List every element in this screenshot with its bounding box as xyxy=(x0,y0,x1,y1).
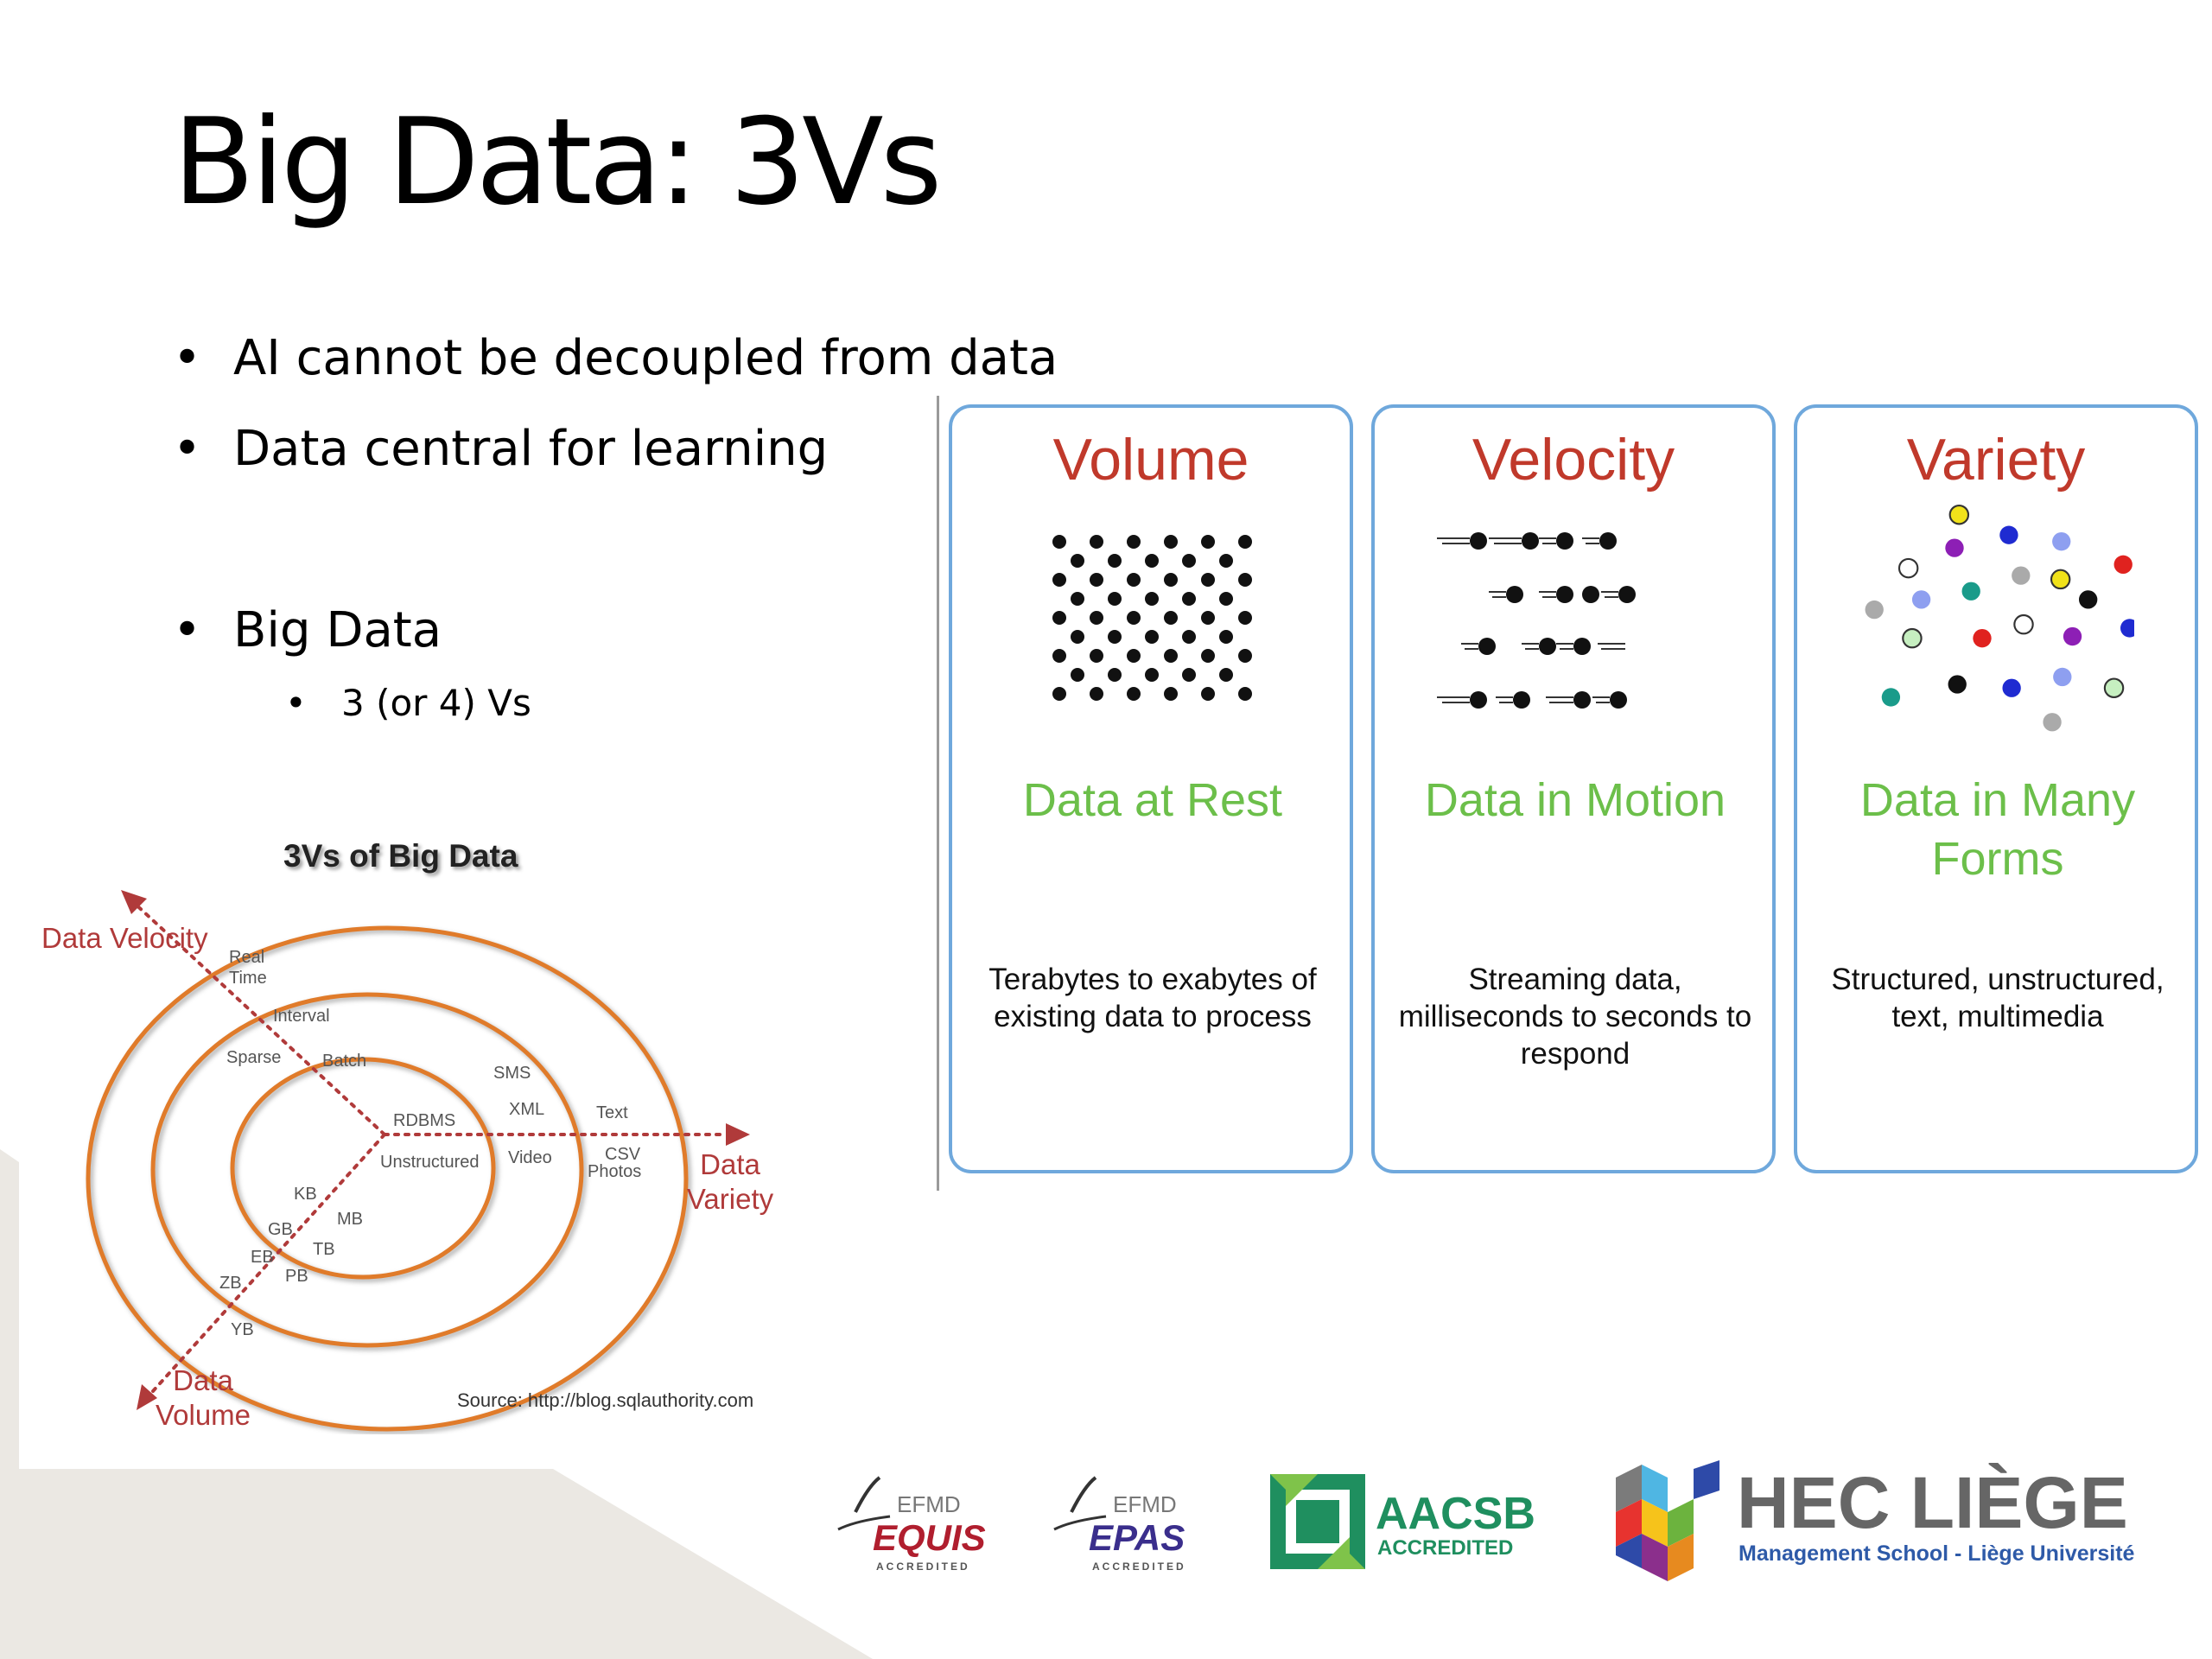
hec-liege-sub: Management School - Liège Université xyxy=(1738,1541,2135,1566)
card-subtitle: Data in Motion xyxy=(1424,774,1726,826)
bullet-text: Data central for learning xyxy=(233,421,829,477)
card-title: Velocity xyxy=(1471,427,1675,493)
card-volume xyxy=(949,404,1353,1173)
bullet-dot: • xyxy=(173,602,202,658)
slide-title: Big Data: 3Vs xyxy=(173,92,939,232)
label-sparse: Sparse xyxy=(226,1048,282,1067)
accreditation-logos xyxy=(830,1452,2195,1607)
aacsb-accredited: ACCREDITED xyxy=(1377,1536,1514,1560)
card-description: Terabytes to exabytes of existing data to process xyxy=(988,963,1317,1033)
label-zb: ZB xyxy=(219,1274,242,1293)
label-tb: TB xyxy=(313,1240,335,1259)
label-gb: GB xyxy=(268,1220,293,1239)
equis-efmd: EFMD xyxy=(897,1491,961,1517)
aacsb-logo xyxy=(1270,1474,1547,1578)
equis-logo xyxy=(830,1469,985,1581)
colorful-dots-icon xyxy=(1858,494,2134,736)
card-title: Volume xyxy=(1052,427,1249,493)
axis-velocity-label: Data Velocity xyxy=(41,922,208,954)
label-yb: YB xyxy=(231,1320,254,1339)
card-velocity xyxy=(1371,404,1776,1173)
bullet-text: Big Data xyxy=(233,602,442,658)
hec-cube-icon xyxy=(1607,1460,1737,1590)
epas-logo xyxy=(1046,1469,1201,1581)
grid-dots-icon xyxy=(1025,507,1284,732)
axis-volume-label: Data Volume xyxy=(155,1364,251,1431)
label-photos: Photos xyxy=(588,1162,642,1181)
label-xml: XML xyxy=(509,1100,545,1119)
subbullet-text: 3 (or 4) Vs xyxy=(341,682,531,724)
card-variety xyxy=(1794,404,2198,1173)
label-real-time: Real Time xyxy=(229,948,267,988)
card-description: Streaming data, milliseconds to seconds to respond xyxy=(1398,963,1752,1071)
aacsb-main: AACSB xyxy=(1376,1489,1535,1539)
label-rdbms: RDBMS xyxy=(393,1111,456,1130)
bullet-dot: • xyxy=(173,330,202,386)
card-subtitle: Data in Many Forms xyxy=(1859,774,2136,885)
label-sms: SMS xyxy=(493,1064,531,1083)
label-video: Video xyxy=(508,1148,552,1167)
bullet-dot: • xyxy=(285,682,307,724)
label-interval: Interval xyxy=(273,1007,330,1026)
card-subtitle: Data at Rest xyxy=(1022,774,1283,826)
hec-liege-logo xyxy=(1607,1460,2195,1590)
label-kb: KB xyxy=(294,1185,317,1204)
label-text: Text xyxy=(596,1103,628,1122)
epas-main: EPAS xyxy=(1089,1517,1185,1558)
bullet-text: AI cannot be decoupled from data xyxy=(233,330,1058,386)
axis-variety-label: Data Variety xyxy=(686,1148,774,1215)
hec-liege-main: HEC LIÈGE xyxy=(1737,1462,2128,1543)
epas-efmd: EFMD xyxy=(1113,1491,1177,1517)
card-description: Structured, unstructured, text, multimedia xyxy=(1831,963,2164,1033)
bullet-dot: • xyxy=(173,421,202,477)
three-vs-diagram xyxy=(35,830,812,1434)
label-unstructured: Unstructured xyxy=(380,1153,480,1172)
card-title: Variety xyxy=(1906,427,2086,493)
label-pb: PB xyxy=(285,1267,308,1286)
equis-main: EQUIS xyxy=(873,1517,986,1558)
label-mb: MB xyxy=(337,1210,363,1229)
aacsb-icon xyxy=(1270,1474,1365,1569)
epas-accredited: ACCREDITED xyxy=(1092,1560,1186,1573)
diagram-rings xyxy=(35,830,812,1434)
equis-accredited: ACCREDITED xyxy=(876,1560,970,1573)
label-eb: EB xyxy=(251,1248,274,1267)
label-batch: Batch xyxy=(322,1052,367,1071)
vertical-divider xyxy=(937,396,939,1191)
moving-dots-icon xyxy=(1435,507,1694,732)
diagram-source: Source: http://blog.sqlauthority.com xyxy=(457,1389,754,1411)
label-csv: CSV xyxy=(605,1145,641,1164)
diagram-title: 3Vs of Big Data xyxy=(283,838,518,874)
